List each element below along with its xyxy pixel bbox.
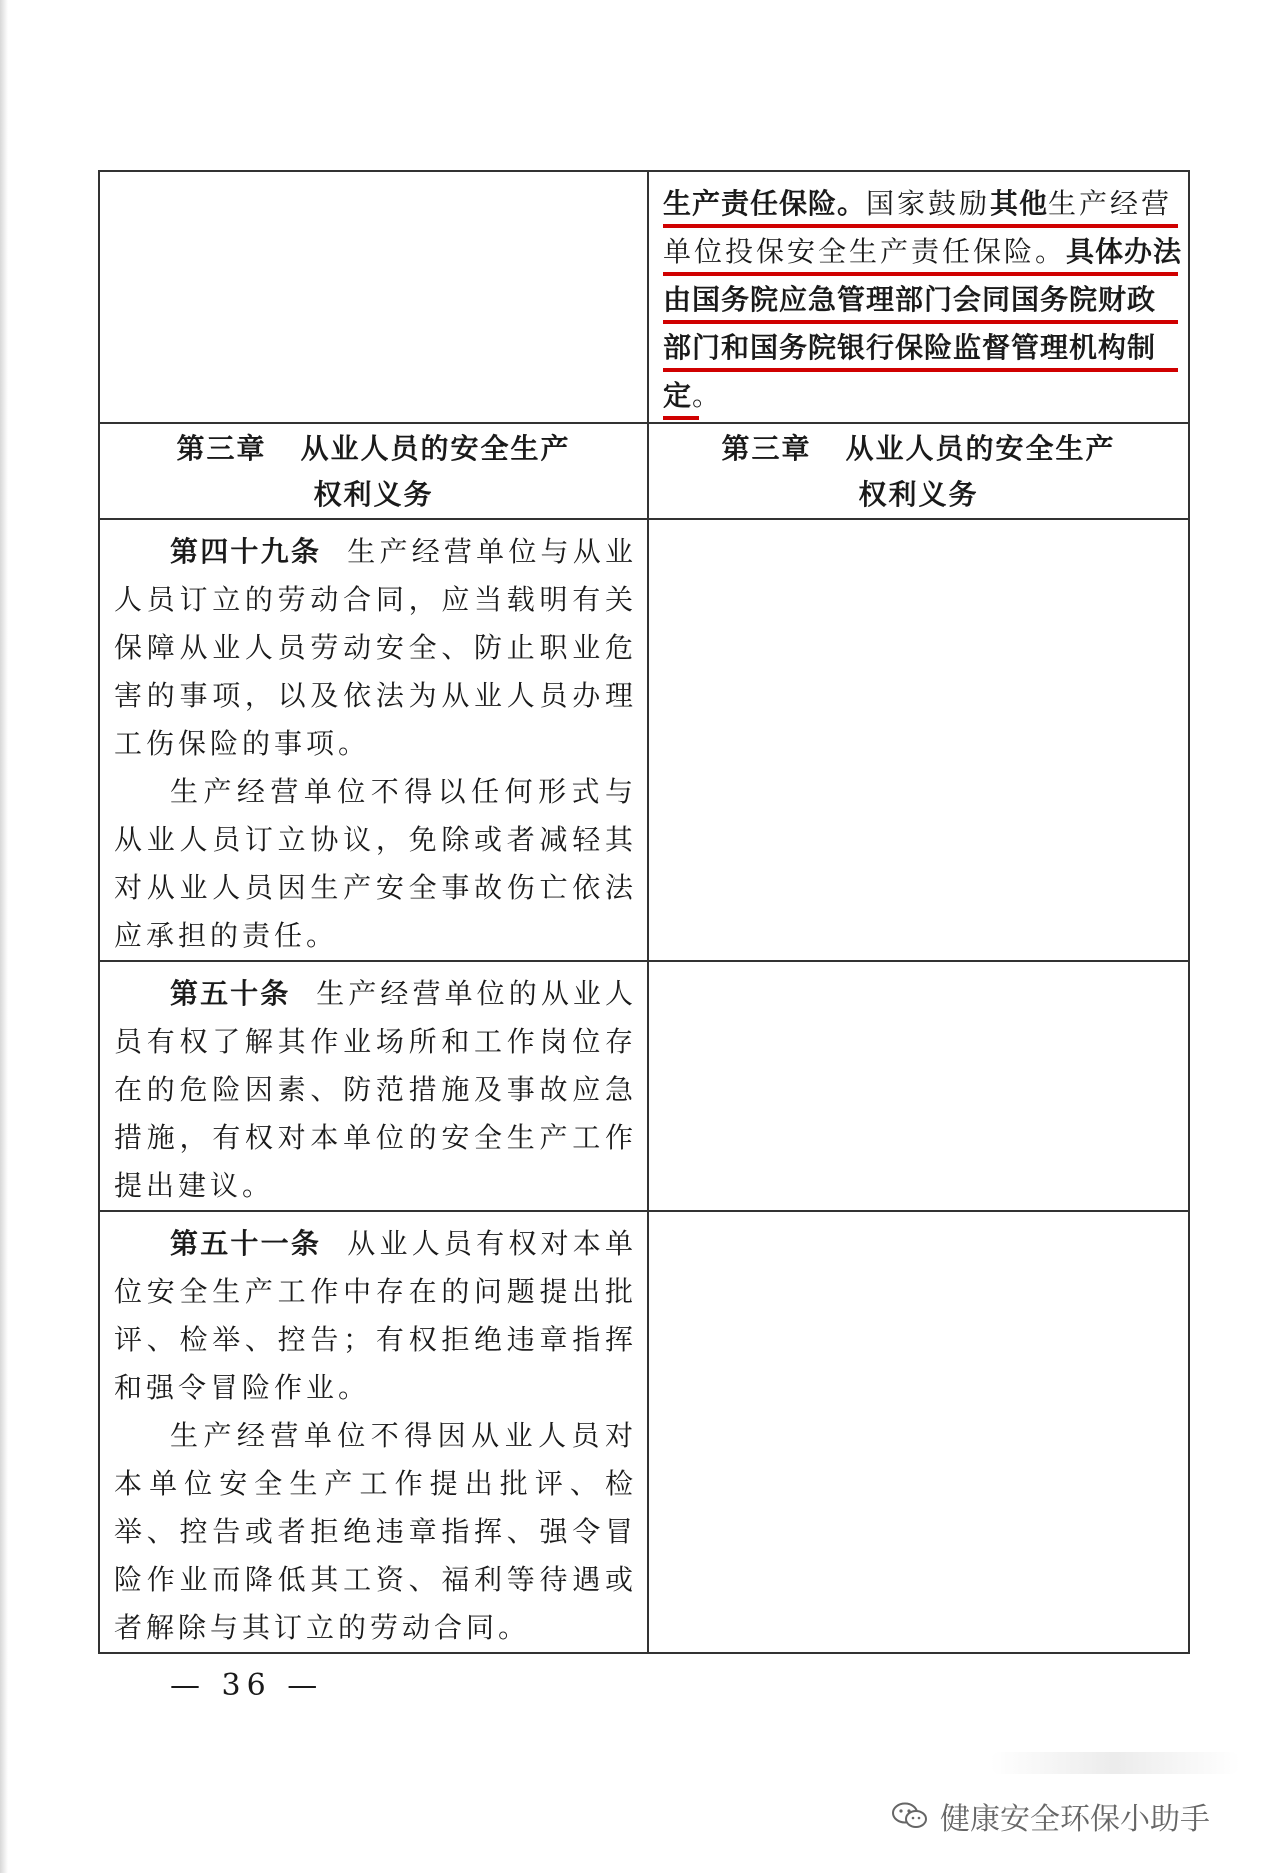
chapter-title: 从业人员的安全生产 [845,432,1116,465]
article-51-text-1: 从业人员有权对本单位安全生产工作中存在的问题提出批评、检举、控告；有权拒绝违章指挥和强令冒险作业。 [114,1227,637,1404]
scan-smudge [990,1752,1240,1774]
right-cell-empty [648,961,1189,1211]
chapter-number: 第三章 [176,432,267,465]
amendment-line [649,228,1188,276]
amendment-segment: 定 [663,379,693,412]
amendment-line [649,276,1188,324]
amendment-line [649,180,1188,228]
article-51-title: 第五十一条 [170,1227,322,1260]
article-49-para-1 [100,528,647,768]
article-49-cell [99,519,648,961]
page-edge-shadow [0,0,8,1873]
watermark-text: 健康安全环保小助手 [940,1802,1210,1837]
amendment-segment: 单位投保安全生产责任保险。 [663,235,1067,268]
right-cell-empty [648,519,1189,961]
table-row [99,961,1189,1211]
amendment-segment: 生产责任保险。 [663,187,867,220]
chapter-title-cont: 权利义务 [313,478,434,511]
table-row [99,1211,1189,1653]
watermark [890,1796,1210,1836]
amendment-segment: 其他 [990,187,1049,220]
amendment-segment: 部门和国务院银行保险监督管理机构制 [663,331,1157,364]
amendment-line [649,324,1188,372]
article-51-para-2: 生产经营单位不得因从业人员对本单位安全生产工作提出批评、检举、控告或者拒绝违章指挥、强令冒险作业而降低其工资、福利等待遇或者解除与其订立的劳动合同。 [114,1419,637,1644]
amendment-segment: 国家鼓励 [866,187,991,220]
chapter-title-cont: 权利义务 [858,478,979,511]
article-51-cell [99,1211,648,1653]
right-cell-amendment [648,171,1189,423]
article-51-para-1 [100,1220,647,1412]
wechat-icon [890,1801,930,1831]
page-number: — 36 — [170,1668,324,1703]
article-49-text-1: 生产经营单位与从业人员订立的劳动合同，应当载明有关保障从业人员劳动安全、防止职业危害的事项，以及依法为从业人员办理工伤保险的事项。 [114,535,637,760]
amendment-segment: 生产经营 [1048,187,1173,220]
comparison-table [98,170,1190,1654]
chapter-number: 第三章 [721,432,812,465]
amendment-text [649,180,1188,420]
table-row [99,171,1189,423]
amendment-segment: 具体办法 [1066,235,1183,268]
right-chapter-heading [648,423,1189,519]
article-50-text-1: 生产经营单位的从业人员有权了解其作业场所和工作岗位存在的危险因素、防范措施及事故应急措施，有权对本单位的安全生产工作提出建议。 [114,977,637,1202]
table-row [99,423,1189,519]
article-50-para-1 [100,970,647,1210]
amendment-segment: 。 [692,379,724,412]
amendment-segment: 由国务院应急管理部门会同国务院财政 [663,283,1157,316]
article-49-para-2: 生产经营单位不得以任何形式与从业人员订立协议，免除或者减轻其对从业人员因生产安全事故伤亡依法应承担的责任。 [114,775,637,952]
amendment-line [649,372,1188,420]
article-49-title: 第四十九条 [170,535,322,568]
right-cell-empty [648,1211,1189,1653]
table-row [99,519,1189,961]
left-cell-empty [99,171,648,423]
article-50-title: 第五十条 [170,977,291,1010]
chapter-title: 从业人员的安全生产 [300,432,571,465]
left-chapter-heading [99,423,648,519]
article-50-cell [99,961,648,1211]
